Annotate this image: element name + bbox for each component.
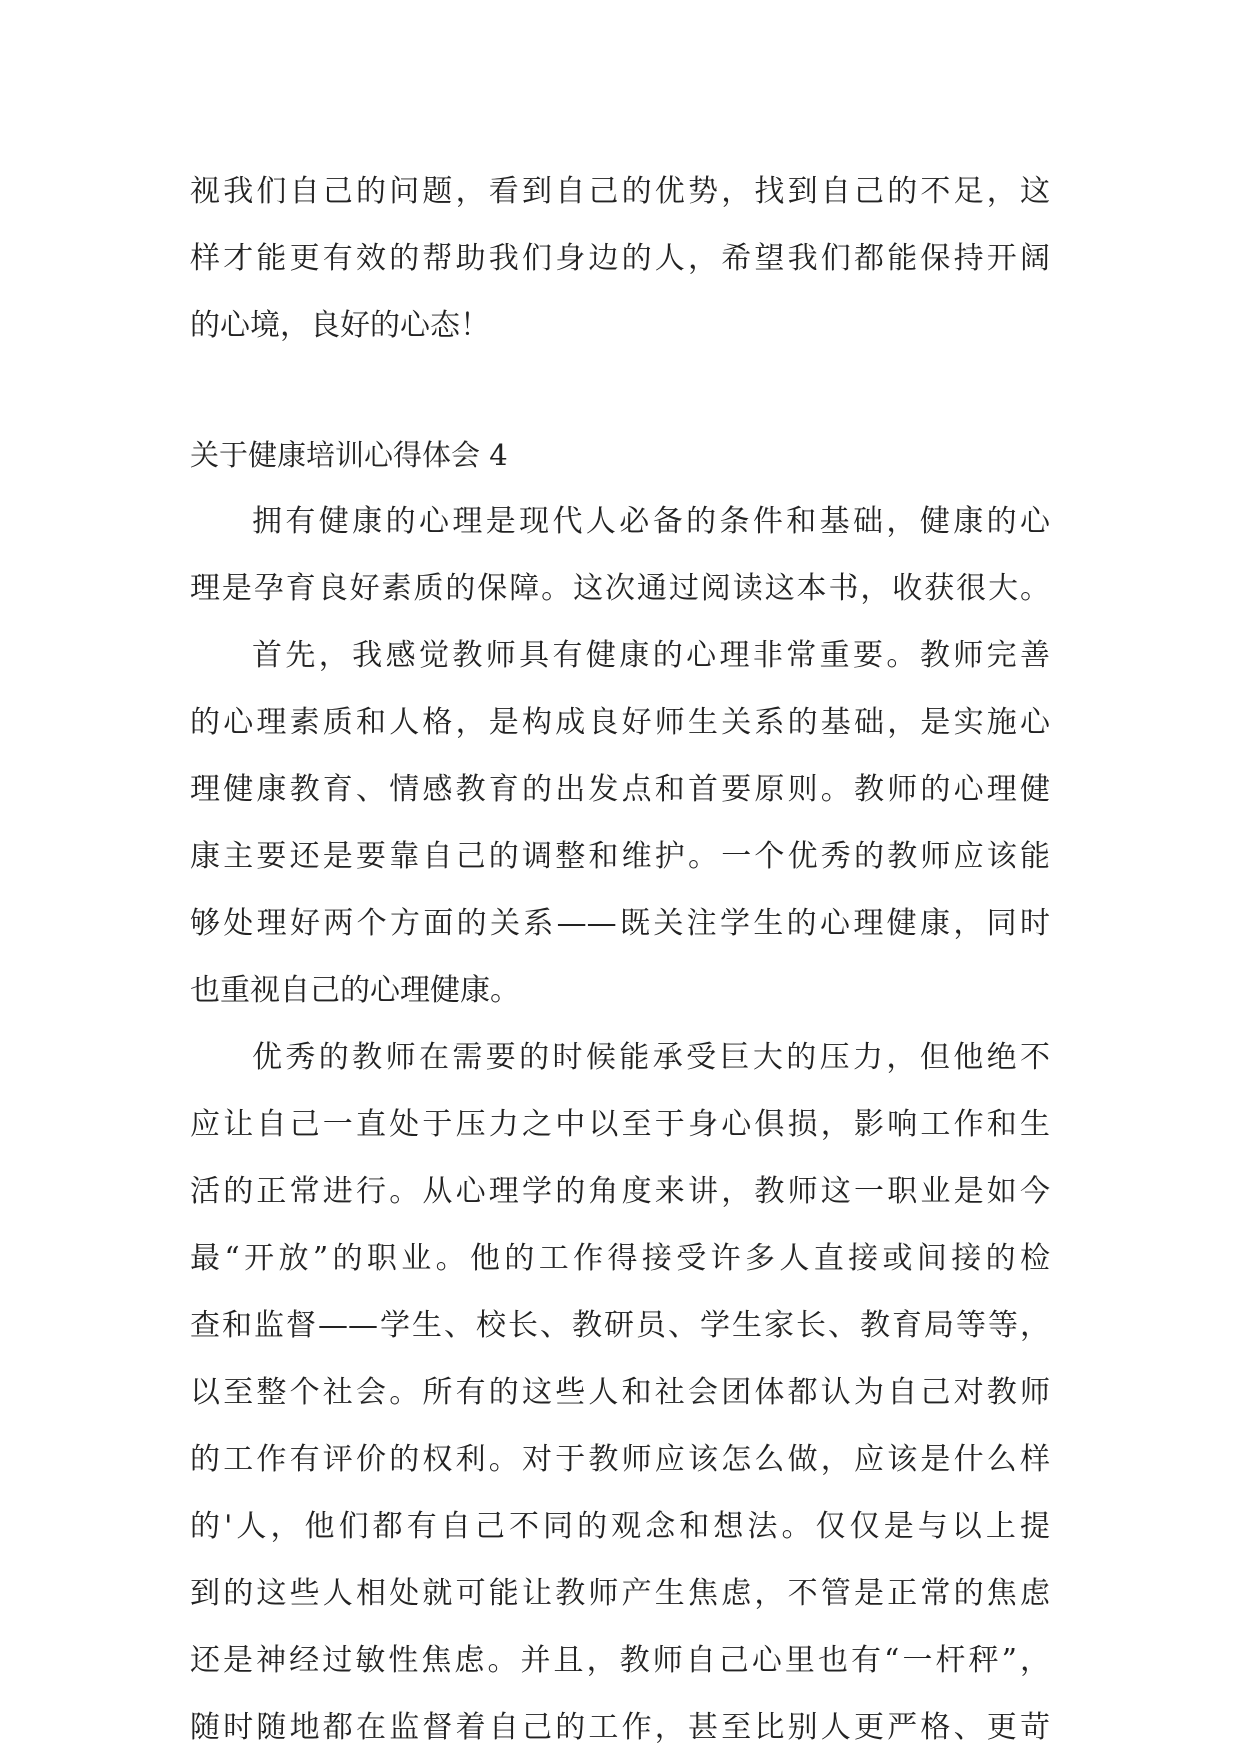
paragraph-line: 到的这些人相处就可能让教师产生焦虑，不管是正常的焦虑 [190,1576,1050,1611]
paragraph-line: 最“开放”的职业。他的工作得接受许多人直接或间接的检 [190,1241,1050,1276]
paragraph-line: 理健康教育、情感教育的出发点和首要原则。教师的心理健 [190,772,1050,807]
intro-line: 样才能更有效的帮助我们身边的人，希望我们都能保持开阔 [190,241,1050,276]
paragraph-line: 的工作有评价的权利。对于教师应该怎么做，应该是什么样 [190,1442,1050,1477]
paragraph-line: 理是孕育良好素质的保障。这次通过阅读这本书，收获很大。 [190,571,1050,606]
section-spacer [190,359,1050,423]
paragraph-line: 查和监督——学生、校长、教研员、学生家长、教育局等等， [190,1308,1050,1343]
paragraph-3 [190,1024,1050,1761]
paragraph-line: 够处理好两个方面的关系——既关注学生的心理健康，同时 [190,906,1050,941]
paragraph-line: 拥有健康的心理是现代人必备的条件和基础，健康的心 [252,504,1050,539]
paragraph-1 [190,488,1050,622]
paragraph-line: 也重视自己的心理健康。 [190,973,520,1008]
paragraph-line: 的'人，他们都有自己不同的观念和想法。仅仅是与以上提 [190,1509,1050,1544]
paragraph-line: 活的正常进行。从心理学的角度来讲，教师这一职业是如今 [190,1174,1050,1209]
section-title: 关于健康培训心得体会 4 [190,438,508,472]
paragraph-line: 以至整个社会。所有的这些人和社会团体都认为自己对教师 [190,1375,1050,1410]
paragraph-2 [190,622,1050,1024]
intro-line: 的心境，良好的心态！ [190,308,490,343]
paragraph-line: 的心理素质和人格，是构成良好师生关系的基础，是实施心 [190,705,1050,740]
paragraph-line: 应让自己一直处于压力之中以至于身心俱损，影响工作和生 [190,1107,1050,1142]
paragraph-line: 康主要还是要靠自己的调整和维护。一个优秀的教师应该能 [190,839,1050,874]
paragraph-line: 优秀的教师在需要的时候能承受巨大的压力，但他绝不 [252,1040,1050,1075]
document-body [190,158,1050,1761]
paragraph-line: 还是神经过敏性焦虑。并且，教师自己心里也有“一杆秤”， [190,1643,1050,1678]
paragraph-line: 首先，我感觉教师具有健康的心理非常重要。教师完善 [252,638,1050,673]
intro-paragraph [190,158,1050,359]
intro-line: 视我们自己的问题，看到自己的优势，找到自己的不足，这 [190,174,1050,209]
paragraph-line: 随时随地都在监督着自己的工作，甚至比别人更严格、更苛 [190,1710,1050,1745]
